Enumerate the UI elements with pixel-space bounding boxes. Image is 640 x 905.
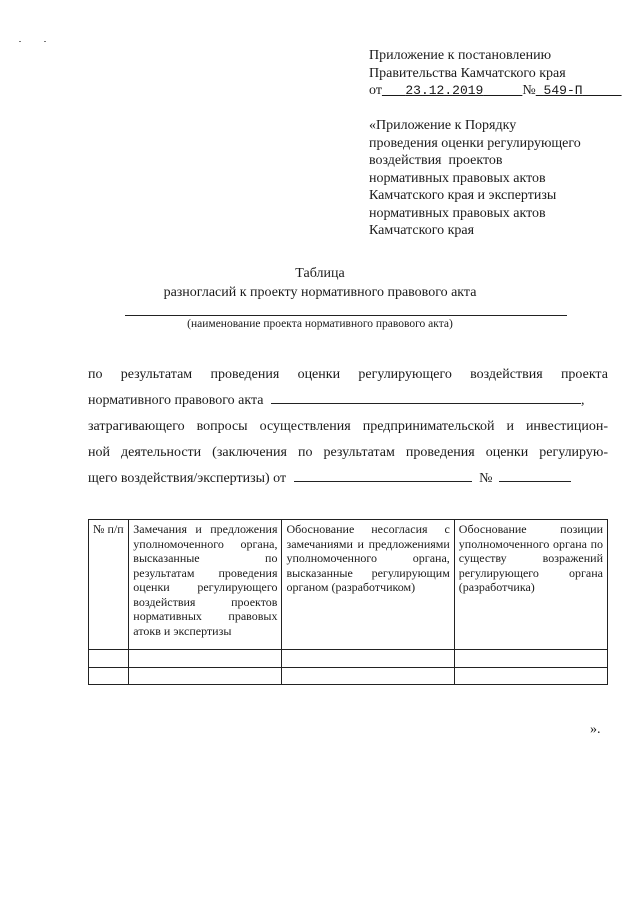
table-cell[interactable] bbox=[282, 668, 454, 685]
table-cell[interactable] bbox=[454, 650, 607, 668]
header-line-1: Приложение к постановлению bbox=[369, 48, 552, 63]
scan-speck bbox=[44, 41, 46, 42]
header-date-line bbox=[369, 82, 619, 100]
table-cell[interactable] bbox=[129, 668, 282, 685]
intro-paragraph bbox=[88, 362, 608, 492]
paragraph-line-4: ной деятельности (заключения по результатам проведения оценки регулирую- bbox=[88, 445, 608, 460]
paragraph-line-5: щего воздействия/экспертизы) от № bbox=[88, 466, 608, 492]
sub-header-line: «Приложение к Порядку bbox=[369, 118, 517, 133]
header-cell-disagreement: Обоснование несогласия с замечаниями и предложениями уполномоченного органа, высказанные регулирующим органом (разработчиком) bbox=[282, 520, 454, 650]
table-cell[interactable] bbox=[454, 668, 607, 685]
decree-number: 549-П bbox=[543, 83, 583, 98]
header-line-2: Правительства Камчатского края bbox=[369, 65, 566, 81]
sub-header-line: нормативных правовых актов bbox=[369, 170, 546, 186]
scan-speck bbox=[19, 41, 21, 42]
closing-quote: ». bbox=[590, 722, 601, 737]
act-name-caption: (наименование проекта нормативного правового акта) bbox=[187, 318, 453, 330]
table-row bbox=[89, 668, 608, 685]
paragraph-line-3: затрагивающего вопросы осуществления предпринимательской и инвестицион- bbox=[88, 419, 608, 434]
date-prefix: от bbox=[369, 83, 382, 98]
sub-header-line: проведения оценки регулирующего bbox=[369, 135, 581, 151]
sub-header-line: Камчатского края и экспертизы bbox=[369, 188, 557, 203]
table-header-row bbox=[89, 520, 608, 650]
sub-header-line: воздействия проектов bbox=[369, 153, 503, 168]
procedure-attachment-header bbox=[369, 117, 619, 240]
act-name-blank bbox=[271, 391, 581, 404]
conclusion-date-blank bbox=[294, 469, 472, 482]
header-cell-number: № п/п bbox=[89, 520, 129, 650]
conclusion-number-blank bbox=[499, 469, 571, 482]
document-title: Таблица bbox=[295, 266, 345, 281]
number-prefix: № bbox=[522, 83, 536, 98]
act-name-blank-line bbox=[125, 315, 567, 316]
table-cell[interactable] bbox=[89, 668, 129, 685]
sub-header-line: Камчатского края bbox=[369, 223, 475, 238]
attachment-header bbox=[369, 47, 619, 100]
table-row bbox=[89, 650, 608, 668]
paragraph-line-1: по результатам проведения оценки регулирующего воздействия проекта bbox=[88, 367, 608, 382]
header-cell-remarks: Замечания и предложения уполномоченного органа, высказанные по результатам проведения оценки регулирующего воздействия проектов нормативных правовых атокв и экспертизы bbox=[129, 520, 282, 650]
sub-header-line: нормативных правовых актов bbox=[369, 205, 546, 221]
header-cell-position: Обоснование позиции уполномоченного органа по существу возражений регулирующего органа (разработчика) bbox=[454, 520, 607, 650]
document-subtitle: разногласий к проекту нормативного правового акта bbox=[163, 285, 477, 300]
table-cell[interactable] bbox=[282, 650, 454, 668]
table-cell[interactable] bbox=[89, 650, 129, 668]
paragraph-line-2: нормативного правового акта , bbox=[88, 393, 585, 408]
decree-date: 23.12.2019 bbox=[405, 83, 484, 98]
disagreement-table bbox=[88, 519, 608, 685]
table-cell[interactable] bbox=[129, 650, 282, 668]
